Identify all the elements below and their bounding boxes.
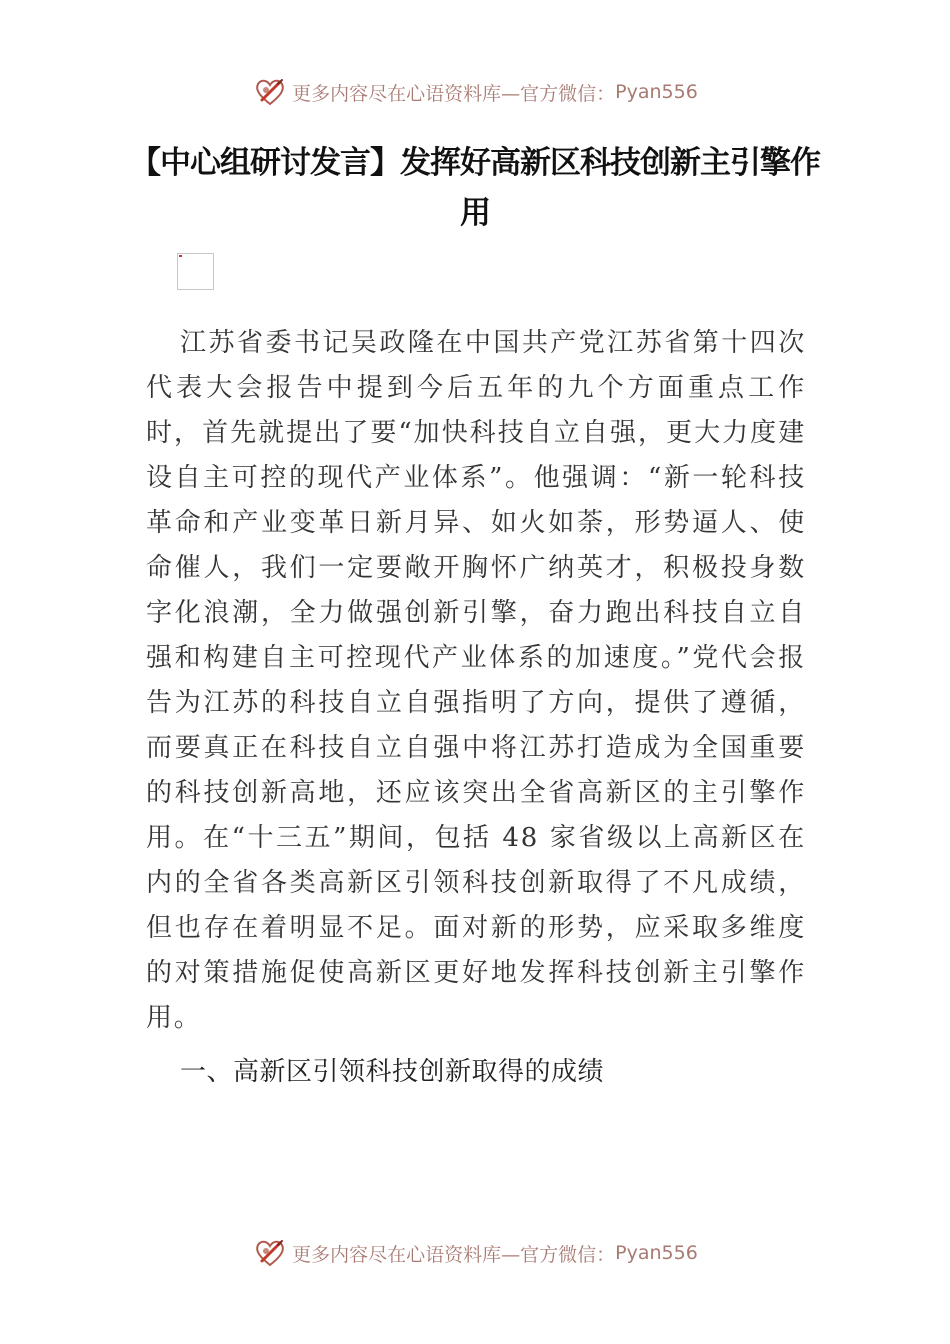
- watermark-text: 更多内容尽在心语资料库—官方微信：: [292, 1243, 616, 1266]
- broken-image-icon: [177, 253, 214, 290]
- section-heading: 一、高新区引领科技创新取得的成绩: [180, 1057, 605, 1087]
- watermark-handle: Pyan556: [615, 81, 698, 103]
- body-paragraph: 江苏省委书记吴政隆在中国共产党江苏省第十四次代表大会报告中提到今后五年的九个方面重点工作时，首先就提出了要“加快科技自立自强，更大力度建设自主可控的现代产业体系”。他强调：“新一轮科技革命和产业变革日新月异、如火如荼，形势逼人、使命催人，我们一定要敞开胸怀广纳英才，积极投身数字化浪潮，全力做强创新引擎，奋力跑出科技自立自强和构建自主可控现代产业体系的加速度。”党代会报告为江苏的科技自立自强指明了方向，提供了遵循，而要真正在科技自立自强中将江苏打造成为全国重要的科技创新高地，还应该突出全省高新区的主引擎作用。在“十三五”期间，包括 48 家省级以上高新区在内的全省各类高新区引领科技创新取得了不凡成绩，但也存在着明显不足。面对新的形势，应采取多维度的对策措施促使高新区更好地发挥科技创新主引擎作用。: [146, 328, 806, 1033]
- footer-watermark: [0, 1233, 950, 1273]
- document-title: 【中心组研讨发言】发挥好高新区科技创新主引擎作用: [130, 145, 820, 231]
- watermark-text: 更多内容尽在心语资料库—官方微信：: [292, 82, 616, 105]
- header-watermark: [0, 72, 950, 112]
- heart-pen-logo-icon: [252, 74, 288, 110]
- heart-pen-logo-icon: [252, 1235, 288, 1271]
- watermark-handle: Pyan556: [615, 1242, 698, 1264]
